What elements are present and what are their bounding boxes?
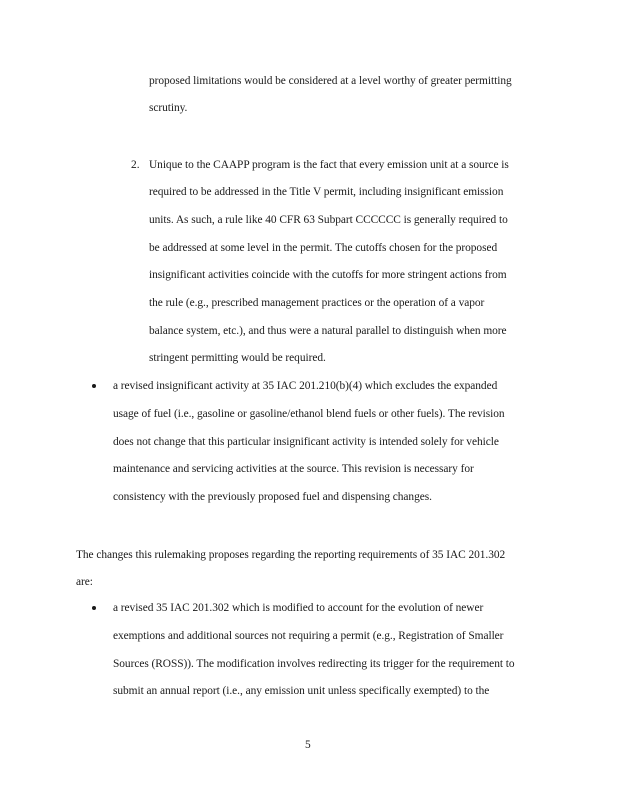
continuation-line-1: proposed limitations would be considered at a level worthy of greater permitting — [149, 75, 512, 87]
continuation-line-2: scrutiny. — [149, 102, 188, 114]
item2-line-2: required to be addressed in the Title V permit, including insignificant emission — [149, 186, 504, 198]
bullet1-line-1: a revised insignificant activity at 35 IAC 201.210(b)(4) which excludes the expanded — [113, 380, 498, 392]
paragraph-line-2: are: — [76, 576, 93, 588]
bullet-icon — [92, 384, 96, 388]
item-number: 2. — [131, 159, 140, 171]
bullet1-line-5: consistency with the previously proposed fuel and dispensing changes. — [113, 491, 432, 503]
item2-line-5: insignificant activities coincide with the cutoffs for more stringent actions from — [149, 269, 507, 281]
paragraph-line-1: The changes this rulemaking proposes regarding the reporting requirements of 35 IAC 201.302 — [76, 549, 506, 561]
bullet2-line-4: submit an annual report (i.e., any emission unit unless specifically exempted) to the — [113, 685, 490, 697]
item2-line-8: stringent permitting would be required. — [149, 352, 326, 364]
page-number: 5 — [305, 739, 311, 751]
bullet1-line-3: does not change that this particular insignificant activity is intended solely for vehicle — [113, 436, 499, 448]
bullet-icon — [92, 606, 96, 610]
item2-line-7: balance system, etc.), and thus were a natural parallel to distinguish when more — [149, 325, 507, 337]
item2-line-3: units. As such, a rule like 40 CFR 63 Subpart CCCCCC is generally required to — [149, 214, 508, 226]
item2-line-4: be addressed at some level in the permit. The cutoffs chosen for the proposed — [149, 242, 498, 254]
bullet2-line-2: exemptions and additional sources not requiring a permit (e.g., Registration of Smaller — [113, 630, 504, 642]
bullet2-line-3: Sources (ROSS)). The modification involves redirecting its trigger for the requirement to — [113, 658, 515, 670]
item2-line-1: Unique to the CAAPP program is the fact that every emission unit at a source is — [149, 159, 509, 171]
bullet2-line-1: a revised 35 IAC 201.302 which is modified to account for the evolution of newer — [113, 602, 484, 614]
bullet1-line-4: maintenance and servicing activities at the source. This revision is necessary for — [113, 463, 474, 475]
bullet1-line-2: usage of fuel (i.e., gasoline or gasoline/ethanol blend fuels or other fuels). The revision — [113, 408, 505, 420]
item2-line-6: the rule (e.g., prescribed management practices or the operation of a vapor — [149, 297, 485, 309]
